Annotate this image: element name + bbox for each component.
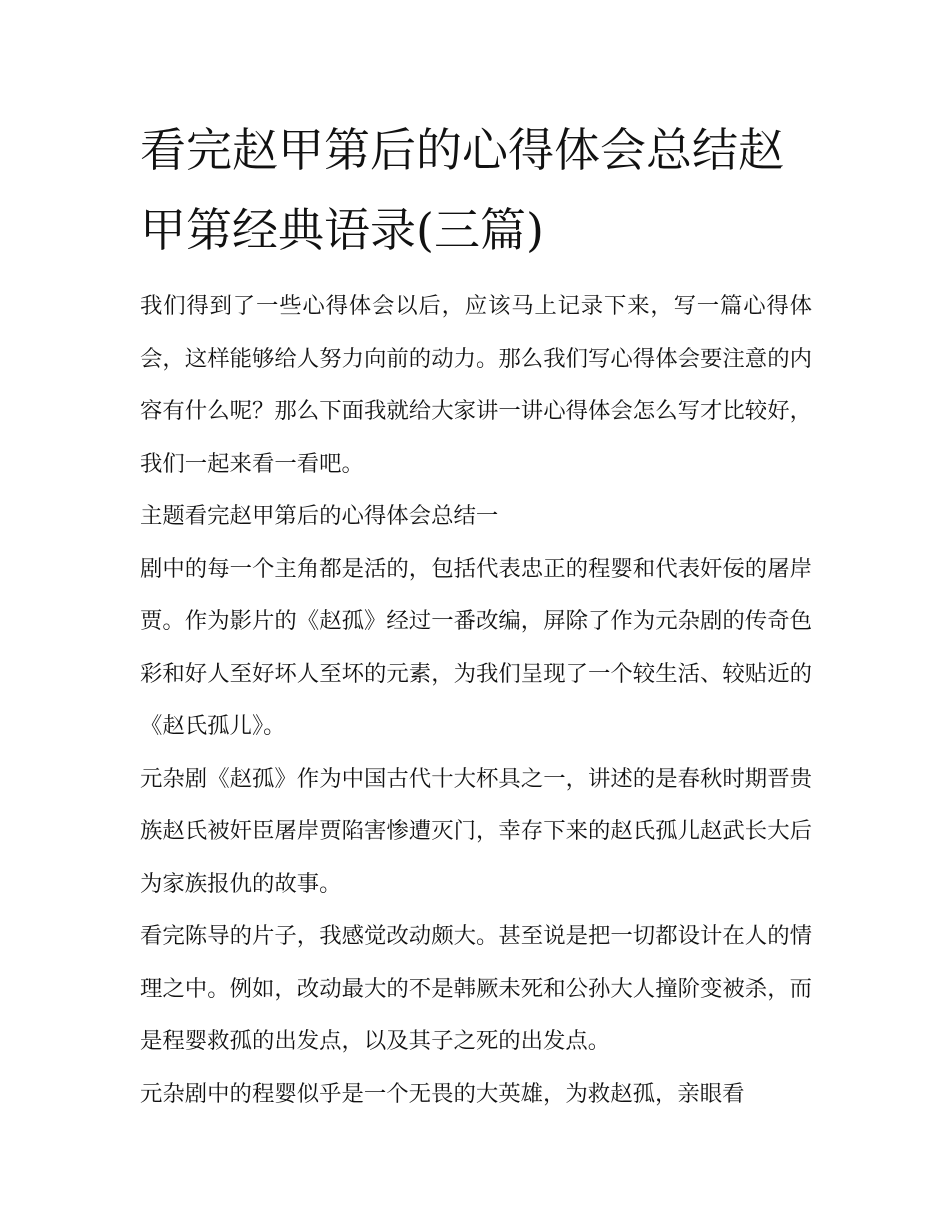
paragraph: 元杂剧《赵孤》作为中国古代十大杯具之一，讲述的是春秋时期晋贵族赵氏被奸臣屠岸贾陷害惨遭灭门，幸存下来的赵氏孤儿赵武长大后为家族报仇的故事。 (140, 765, 812, 897)
section-heading: 主题看完赵甲第后的心得体会总结一 (140, 503, 499, 529)
document-body (140, 280, 812, 1120)
paragraph: 剧中的每一个主角都是活的，包括代表忠正的程婴和代表奸佞的屠岸贾。作为影片的《赵孤》经过一番改编，屏除了作为元杂剧的传奇色彩和好人至好坏人至坏的元素，为我们呈现了一个较生活、较贴近的《赵氏孤儿》。 (140, 555, 812, 739)
document-title: 看完赵甲第后的心得体会总结赵甲第经典语录(三篇) (140, 123, 784, 257)
document-page (140, 110, 812, 1120)
paragraph: 元杂剧中的程婴似乎是一个无畏的大英雄，为救赵孤，亲眼看 (140, 1080, 745, 1107)
paragraph: 看完陈导的片子，我感觉改动颇大。甚至说是把一切都设计在人的情理之中。例如，改动最大的不是韩厥未死和公孙大人撞阶变被杀，而是程婴救孤的出发点，以及其子之死的出发点。 (140, 923, 812, 1054)
paragraph-intro: 我们得到了一些心得体会以后，应该马上记录下来，写一篇心得体会，这样能够给人努力向前的动力。那么我们写心得体会要注意的内容有什么呢？那么下面我就给大家讲一讲心得体会怎么写才比较好，我们一起来看一看吧。 (140, 293, 812, 477)
